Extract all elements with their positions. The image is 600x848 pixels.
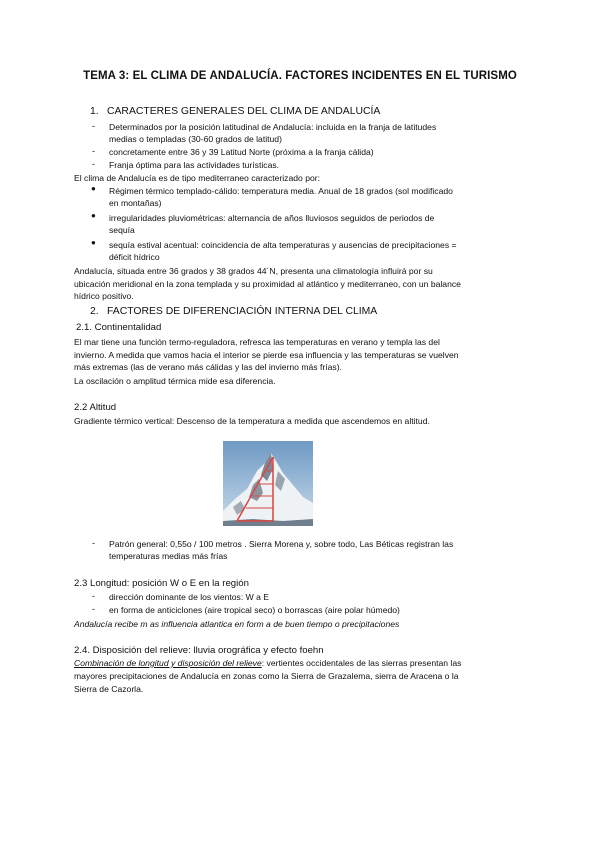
subsection-heading: 2.2 Altitud [74,402,117,413]
dash-bullet: - [92,604,95,614]
paragraph: El clima de Andalucía es de tipo mediterraneo caracterizado por: [74,173,321,183]
list-item: Patrón general: 0,55o / 100 metros . Sierra Morena y, sobre todo, Las Béticas registran las [109,539,454,549]
list-item-continued: medias o templadas (30-60 grados de latitud) [109,134,282,144]
list-item-continued: temperaturas medias más frías [109,551,228,561]
section1-heading: CARACTERES GENERALES DEL CLIMA DE ANDALUCÍA [107,106,381,117]
dot-bullet: ● [91,211,96,220]
list-item: en forma de anticiclones (aire tropical seco) o borrascas (aire polar húmedo) [109,605,400,615]
list-item: Régimen térmico templado-cálido: temperatura media. Anual de 18 grados (sol modificado [109,186,453,196]
paragraph-line [74,657,461,670]
mountain-illustration [223,441,313,526]
subsection-heading: 2.1. Continentalidad [76,322,162,333]
paragraph-continuation: : vertientes occidentales de las sierras presentan las [261,658,462,668]
dash-bullet: - [92,159,95,169]
dash-bullet: - [92,146,95,156]
section1-number: 1. [90,106,99,117]
list-item-continued: déficit hídrico [109,252,160,262]
list-item: irregularidades pluviométricas: alternancia de años lluviosos seguidos de periodos de [109,213,435,223]
paragraph: Andalucía, situada entre 36 grados y 38 grados 44´N, presenta una climatología influirá por su [74,266,433,276]
paragraph: La oscilación o amplitud térmica mide esa diferencia. [74,376,276,386]
list-item: concretamente entre 36 y 39 Latitud Norte (próxima a la franja cálida) [109,147,374,157]
subsection-heading: 2.4. Disposición del relieve: lluvia orográfica y efecto foehn [74,645,324,656]
paragraph: ubicación meridional en la zona templada y su proximidad al atlántico y mediterraneo, con un balance [74,279,461,289]
section2-heading: FACTORES DE DIFERENCIACIÓN INTERNA DEL CLIMA [107,306,378,317]
paragraph: más extremas (las de verano más cálidas y las del invierno más frías). [74,362,342,372]
list-item: dirección dominante de los vientos: W a E [109,592,270,602]
paragraph: hídrico positivo. [74,291,134,301]
dash-bullet: - [92,538,95,548]
dot-bullet: ● [91,238,96,247]
dot-bullet: ● [91,184,96,193]
list-item: sequía estival acentual: coincidencia de alta temperaturas y ausencias de precipitaciones = [109,240,457,250]
paragraph: invierno. A medida que vamos hacia el interior se pierde esa influencia y las temperaturas se vuelven [74,350,459,360]
section2-number: 2. [90,306,99,317]
paragraph: mayores precipitaciones de Andalucía en zonas como la Sierra de Grazalema, sierra de Aracena o la [74,671,459,681]
italic-note: Andalucía recibe m as influencia atlantica en form a de buen tiempo o precipitaciones [74,619,400,629]
underlined-phrase: Combinación de longitud y disposición del relieve [74,658,262,668]
dash-bullet: - [92,591,95,601]
document-title: TEMA 3: EL CLIMA DE ANDALUCÍA. FACTORES INCIDENTES EN EL TURISMO [83,70,517,82]
subsection-heading: 2.3 Longitud: posición W o E en la región [74,578,249,589]
list-item: Franja óptima para las actividades turísticas. [109,160,280,170]
list-item: Determinados por la posición latitudinal de Andalucía: incluida en la franja de latitudes [109,122,437,132]
paragraph: El mar tiene una función termo-reguladora, refresca las temperaturas en verano y templa las del [74,337,440,347]
list-item-continued: en montañas) [109,198,162,208]
mountain-gradient-image [223,441,313,526]
dash-bullet: - [92,121,95,131]
paragraph: Gradiente térmico vertical: Descenso de la temperatura a medida que ascendemos en altitud. [74,416,430,426]
paragraph: Sierra de Cazorla. [74,684,144,694]
list-item-continued: sequía [109,225,135,235]
